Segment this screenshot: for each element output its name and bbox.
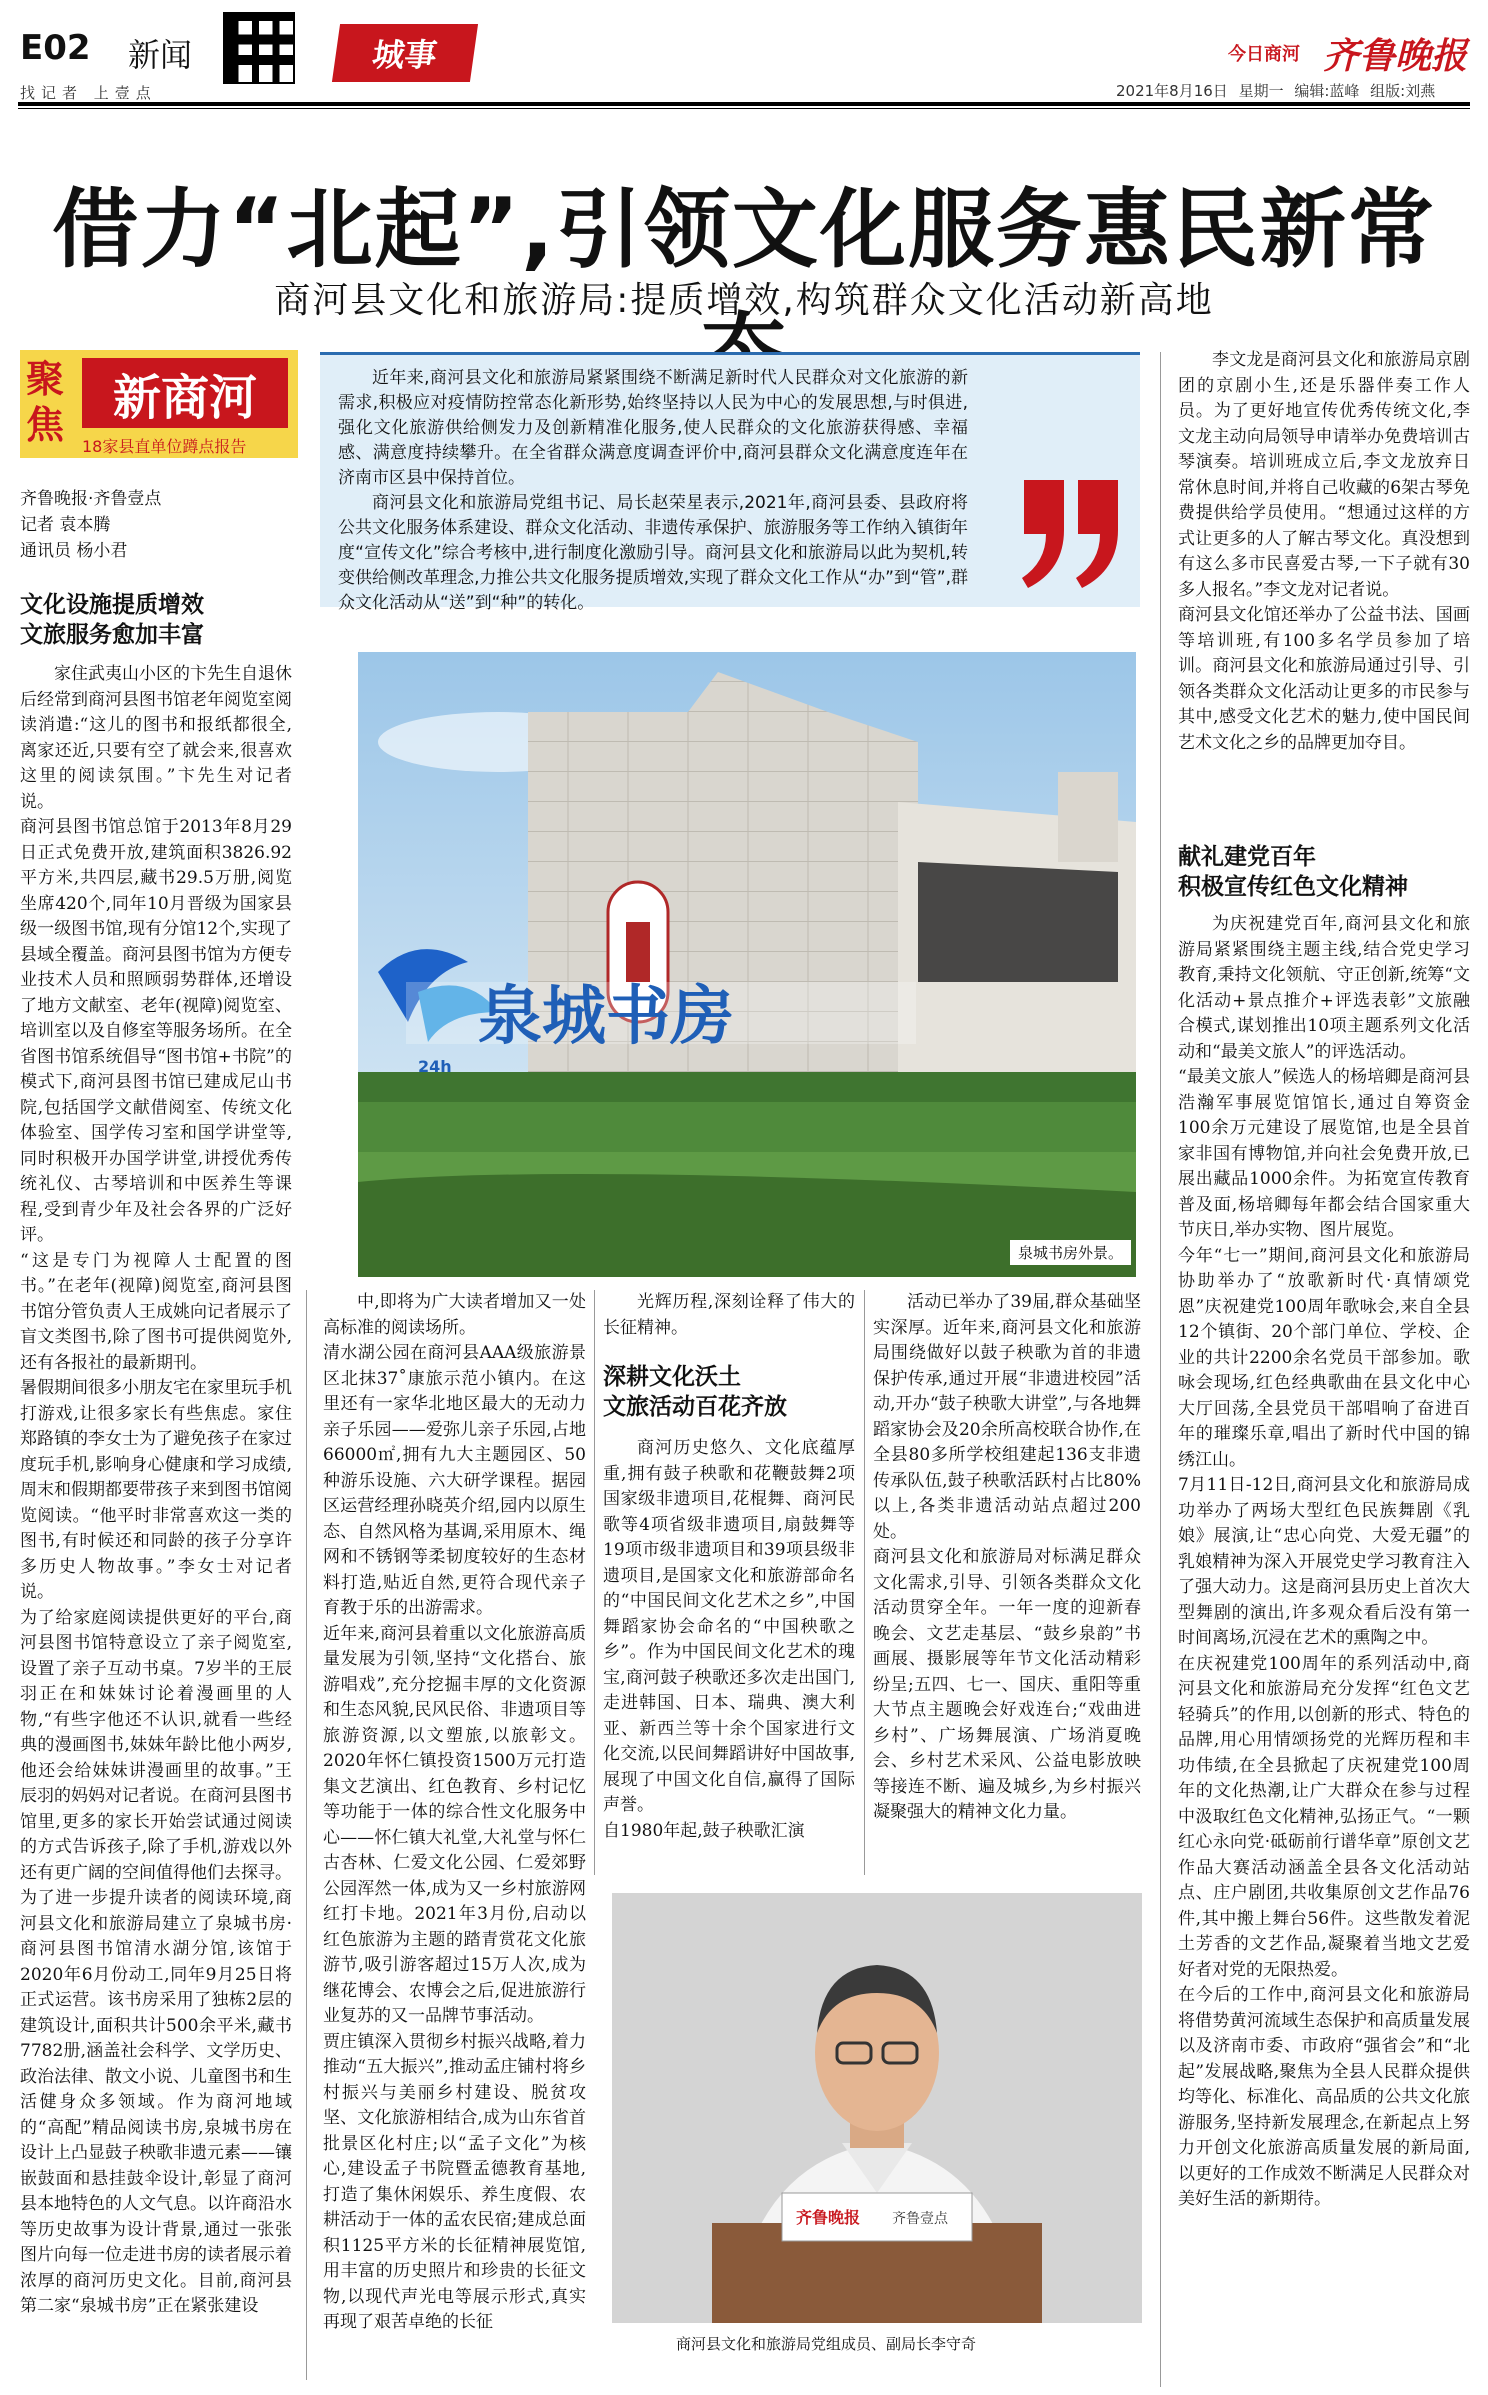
qr-code-icon bbox=[223, 12, 295, 84]
column-divider bbox=[864, 1290, 865, 1875]
photo-caption: 泉城书房外景。 bbox=[1010, 1240, 1131, 1265]
banner-sub: 18家县直单位蹲点报告 bbox=[82, 437, 247, 456]
banner-title bbox=[82, 358, 288, 428]
article-column-5: 为庆祝建党百年,商河县文化和旅游局紧紧围绕主题主线,结合党史学习教育,秉持文化领航、守正创新,统筹“文化活动+景点推介+评选表彰”文旅融合模式,谋划推出10项主题系列文化活动和“最美文旅人”的评选活动。 “最美文旅人”候选人的杨培卿是商河县浩瀚军事展览馆馆长,通过自筹资金100余万元建设了展览馆,也是全县首家非国有博物馆,并向社会免费开放,已展出藏品1000余件。为拓宽宣传教育普及面,杨培卿每年都会结合国家重大节庆日,举办实物、图片展览。 今年“七一”期间,商河县文化和旅游局协助举办了“放歌新时代·真情颂党恩”庆祝建党100周年歌咏会,来自全县12个镇街、20个部门单位、学校、企业的共计2200余名党员干部参加。歌咏会现场,红色经典歌曲在县文化中心大厅回荡,全县党员干部唱响了奋进百年的璀璨乐章,唱出了新时代中国的锦绣江山。 7月11日-12日,商河县文化和旅游局成功举办了两场大型红色民族舞剧《乳娘》展演,让“忠心向党、大爱无疆”的乳娘精神为深入开展党史学习教育注入了强大动力。这是商河县历史上首次大型舞剧的演出,许多观众看后没有第一时间离场,沉浸在艺术的熏陶之中。 在庆祝建党100周年的系列活动中,商河县文化和旅游局充分发挥“红色文艺轻骑兵”的作用,以创新的形式、特色的品牌,用心用情颂扬党的光辉历程和丰功伟绩,在全县掀起了庆祝建党100周年的文化热潮,让广大群众在参与过程中汲取红色文化精神,弘扬正气。“一颗红心永向党·砥砺前行谱华章”原创文艺作品大赛活动涵盖全县各文化活动站点、庄户剧团,共收集原创文艺作品76件,其中搬上舞台56件。这些散发着泥土芳香的文艺作品,凝聚着当地文艺爱好者对党的无限热爱。 在今后的工作中,商河县文化和旅游局将借势黄河流域生态保护和高质量发展以及济南市委、市政府“强省会”和“北起”发展战略,聚焦为全县人民群众提供均等化、标准化、高品质的公共文化旅游服务,坚持新发展理念,在新起点上努力开创文化旅游高质量发展的新局面,以更好的工作成效不断满足人民群众对美好生活的新期待。 bbox=[1178, 914, 1470, 2209]
bookstore-illustration bbox=[358, 652, 1136, 1277]
section-heading-culture bbox=[603, 1362, 855, 1422]
section-heading-line: 献礼建党百年 bbox=[1178, 844, 1316, 870]
portrait-card-left: 齐鲁晚报 bbox=[796, 2208, 861, 2227]
intro-paragraph: 近年来,商河县文化和旅游局紧紧围绕不断满足新时代人民群众对文化旅游的新需求,积极应对疫情防控常态化新形势,始终坚持以人民为中心的发展思想,与时俱进,强化文化旅游供给侧发力及创新精准化服务,使人民群众的文化旅游获得感、幸福感、满意度持续攀升。在全省群众满意度调查评价中,商河县群众文化满意度连年在济南市区县中保持首位。 bbox=[338, 368, 968, 488]
article-column-3: 商河历史悠久、文化底蕴厚重,拥有鼓子秧歌和花鞭鼓舞2项国家级非遗项目,花棍舞、商河民歌等4项省级非遗项目,扇鼓舞等19项市级非遗项目和39项县级非遗项目,是国家文化和旅游部命名的“中国民间文化艺术之乡”,中国舞蹈家协会命名的“中国秧歌之乡”。作为中国民间文化艺术的瑰宝,商河鼓子秧歌还多次走出国门,走进韩国、日本、瑞典、澳大利亚、新西兰等十余个国家进行文化交流,以民间舞蹈讲好中国故事,展现了中国文化自信,赢得了国际声誉。 自1980年起,鼓子秧歌汇演 bbox=[603, 1438, 855, 1841]
article-column-5-top: 李文龙是商河县文化和旅游局京剧团的京剧小生,还是乐器伴奏工作人员。为了更好地宣传优秀传统文化,李文龙主动向局领导申请举办免费培训古琴演奏。培训班成立后,李文龙放弃日常休息时间,并将自己收藏的6架古琴免费提供给学员使用。“想通过这样的方式让更多的人了解古琴文化。真没想到有这么多市民喜爱古琴,一下子就有30多人报名。”李文龙对记者说。 商河县文化馆还举办了公益书法、国画等培训班,有100多名学员参加了培训。商河县文化和旅游局通过引导、引领各类群众文化活动让更多的市民参与其中,感受文化艺术的魅力,使中国民间艺术文化之乡的品牌更加夺目。 bbox=[1178, 350, 1470, 753]
column-banner bbox=[20, 350, 298, 458]
intro-text bbox=[338, 366, 968, 616]
header-rule-thin bbox=[18, 108, 1470, 109]
section-heading-line: 深耕文化沃土 bbox=[603, 1364, 741, 1390]
headline: 借力“北起”,引领文化服务惠民新常 bbox=[52, 180, 1436, 280]
section-heading-line: 文旅活动百花齐放 bbox=[603, 1394, 787, 1420]
byline-line: 通讯员 杨小君 bbox=[20, 541, 128, 561]
sign-24h: 24h bbox=[418, 1057, 452, 1076]
subheadline: 商河县文化和旅游局:提质增效,构筑群众文化活动新高地 bbox=[274, 280, 1214, 321]
header-rule bbox=[18, 102, 1470, 106]
section-heading-line: 文化设施提质增效 bbox=[20, 592, 204, 618]
issue-meta: 2021年8月16日 星期一 编辑:蓝峰 组版:刘燕 bbox=[1116, 82, 1436, 100]
article-column-1: 家住武夷山小区的卞先生自退休后经常到商河县图书馆老年阅览室阅读消遣:“这儿的图书和报纸都很全,离家还近,只要有空了就会来,很喜欢这里的阅读氛围。”卞先生对记者说。 商河县图书馆总馆于2013年8月29日正式免费开放,建筑面积3826.92平方米,共四层,藏书29.5万册,阅览坐席420个,同年10月晋级为国家县级一级图书馆,现有分馆12个,实现了县域全覆盖。商河县图书馆为方便专业技术人员和照顾弱势群体,还增设了地方文献室、老年(视障)阅览室、培训室以及自修室等服务场所。在全省图书馆系统倡导“图书馆+书院”的模式下,商河县图书馆已建成尼山书院,包括国学文献借阅室、传统文化体验室、国学传习室和国学讲堂等,同时积极开办国学讲堂,讲授优秀传统礼仪、古琴培训和中医养生等课程,受到青少年及社会各界的广泛好评。 “这是专门为视障人士配置的图书。”在老年(视障)阅览室,商河县图书馆分管负责人王成姚向记者展示了盲文类图书,除了图书可提供阅览外,还有各报社的最新期刊。 暑假期间很多小朋友宅在家里玩手机打游戏,让很多家长有些焦虑。家住郑路镇的李女士为了避免孩子在家过度玩手机,影响身心健康和学习成绩,周末和假期都要带孩子来到图书馆阅览阅读。“他平时非常喜欢这一类的图书,有时候还和同龄的孩子分享许多历史人物故事。”李女士对记者说。 为了给家庭阅读提供更好的平台,商河县图书馆特意设立了亲子阅览室,设置了亲子互动书桌。7岁半的王辰羽正在和妹妹讨论着漫画里的人物,“有些字他还不认识,就看一些经典的漫画图书,妹妹年龄比他小两岁,他还会给妹妹讲漫画里的故事。”王辰羽的妈妈对记者说。在商河县图书馆里,更多的家长开始尝试通过阅读的方式告诉孩子,除了手机,游戏以外还有更广阔的空间值得他们去探寻。 为了进一步提升读者的阅读环境,商河县文化和旅游局建立了泉城书房·商河县图书馆清水湖分馆,该馆于2020年6月份动工,同年9月25日将正式运营。该书房采用了独栋2层的建筑设计,面积共计500余平米,藏书7782册,涵盖社会科学、文学历史、政治法律、散文小说、儿童图书和生活健身众多领域。作为商河地域的“高配”精品阅读书房,泉城书房在设计上凸显鼓子秧歌非遗元素——镶嵌鼓面和悬挂鼓伞设计,彰显了商河县本地特色的人文气息。以许商沿水等历史故事为设计背景,通过一张张图片向每一位走进书房的读者展示着浓厚的商河历史文化。目前,商河县第二家“泉城书房”正在紧张建设 bbox=[20, 664, 292, 2316]
quote-mark-icon bbox=[1016, 470, 1126, 590]
portrait-card-right: 齐鲁壹点 bbox=[892, 2211, 948, 2227]
brand-logo: 齐鲁晚报 bbox=[1323, 35, 1468, 77]
portrait-illustration bbox=[612, 1893, 1142, 2323]
official-portrait bbox=[612, 1893, 1142, 2323]
sign-text: 泉城书房 bbox=[478, 979, 734, 1054]
column-divider bbox=[306, 1290, 307, 2380]
section-tag-label: 城事 bbox=[370, 36, 440, 74]
section-tag bbox=[332, 24, 478, 82]
brand-sub: 今日商河 bbox=[1228, 44, 1300, 65]
column-divider bbox=[1160, 352, 1161, 2387]
section-heading-facilities bbox=[20, 590, 290, 650]
banner-vertical: 聚焦 bbox=[26, 356, 65, 447]
byline-line: 记者 袁本腾 bbox=[20, 515, 111, 535]
column-divider bbox=[594, 1290, 595, 1875]
section-heading-line: 文旅服务愈加丰富 bbox=[20, 622, 204, 648]
portrait-caption: 商河县文化和旅游局党组成员、副局长李守奇 bbox=[676, 2335, 977, 2353]
bookstore-photo bbox=[358, 652, 1136, 1277]
byline bbox=[20, 486, 310, 564]
section-heading-party bbox=[1178, 842, 1470, 902]
section-heading-line: 积极宣传红色文化精神 bbox=[1178, 874, 1408, 900]
byline-line: 齐鲁晚报·齐鲁壹点 bbox=[20, 489, 162, 509]
page-header bbox=[18, 0, 1470, 102]
banner-title-text: 新商河 bbox=[112, 369, 257, 426]
article-column-2: 中,即将为广大读者增加又一处高标准的阅读场所。 清水湖公园在商河县AAA级旅游景区北抹37˚康旅示范小镇内。在这里还有一家华北地区最大的无动力亲子乐园——爱弥儿亲子乐园,占地66000㎡,拥有九大主题园区、50种游乐设施、六大研学课程。据园区运营经理孙晓英介绍,园内以原生态、自然风格为基调,采用原木、绳网和不锈钢等柔韧度较好的生态材料打造,贴近自然,更符合现代亲子育教于乐的出游需求。 近年来,商河县着重以文化旅游高质量发展为引领,坚持“文化搭台、旅游唱戏”,充分挖掘丰厚的文化资源和生态风貌,民风民俗、非遗项目等旅游资源,以文塑旅,以旅彰文。2020年怀仁镇投资1500万元打造集文艺演出、红色教育、乡村记忆等功能于一体的综合性文化服务中心——怀仁镇大礼堂,大礼堂与怀仁古杏林、仁爱文化公园、仁爱郊野公园浑然一体,成为又一乡村旅游网红打卡地。2021年3月份,启动以红色旅游为主题的踏青赏花文化旅游节,吸引游客超过15万人次,成为继花博会、农博会之后,促进旅游行业复苏的又一品牌节事活动。 贾庄镇深入贯彻乡村振兴战略,着力推动“五大振兴”,推动孟庄铺村将乡村振兴与美丽乡村建设、脱贫攻坚、文化旅游相结合,成为山东省首批景区化村庄;以“孟子文化”为核心,建设孟子书院暨孟德教育基地,打造了集休闲娱乐、养生度假、农耕活动于一体的孟农民宿;建成总面积1125平方米的长征精神展览馆,用丰富的历史照片和珍贵的长征文物,以现代声光电等展示形式,真实再现了艰苦卓绝的长征 bbox=[323, 1292, 586, 2332]
slogan: 找记者 上壹点 bbox=[20, 84, 157, 102]
intro-paragraph: 商河县文化和旅游局党组书记、局长赵荣星表示,2021年,商河县委、县政府将公共文化服务体系建设、群众文化活动、非遗传承保护、旅游服务等工作纳入镇街年度“宣传文化”综合考核中,进行制度化激励引导。商河县文化和旅游局以此为契机,转变供给侧改革理念,力推公共文化服务提质增效,实现了群众文化工作从“办”到“管”,群众文化活动从“送”到“种”的转化。 bbox=[338, 493, 968, 613]
page-number: E02 bbox=[20, 28, 91, 68]
section-name: 新闻 bbox=[128, 36, 193, 74]
article-column-4: 活动已举办了39届,群众基础坚实深厚。近年来,商河县文化和旅游局围绕做好以鼓子秧歌为首的非遗保护传承,通过开展“非遗进校园”活动,开办“鼓子秧歌大讲堂”,与各地舞蹈家协会及20余所高校联合协作,在全县80多所学校组建起136支非遗传承队伍,鼓子秧歌活跃村占比80%以上,各类非遗活动站点超过200处。 商河县文化和旅游局对标满足群众文化需求,引导、引领各类群众文化活动贯穿全年。一年一度的迎新春晚会、文艺走基层、“鼓乡泉韵”书画展、摄影展等年节文化活动精彩纷呈;五四、七一、国庆、重阳等重大节点主题晚会好戏连台;“戏曲进乡村”、广场舞展演、广场消夏晚会、乡村艺术采风、公益电影放映等接连不断、遍及城乡,为乡村振兴凝聚强大的精神文化力量。 bbox=[873, 1292, 1141, 1822]
article-column-3-top: 光辉历程,深刻诠释了伟大的长征精神。 bbox=[603, 1292, 855, 1338]
